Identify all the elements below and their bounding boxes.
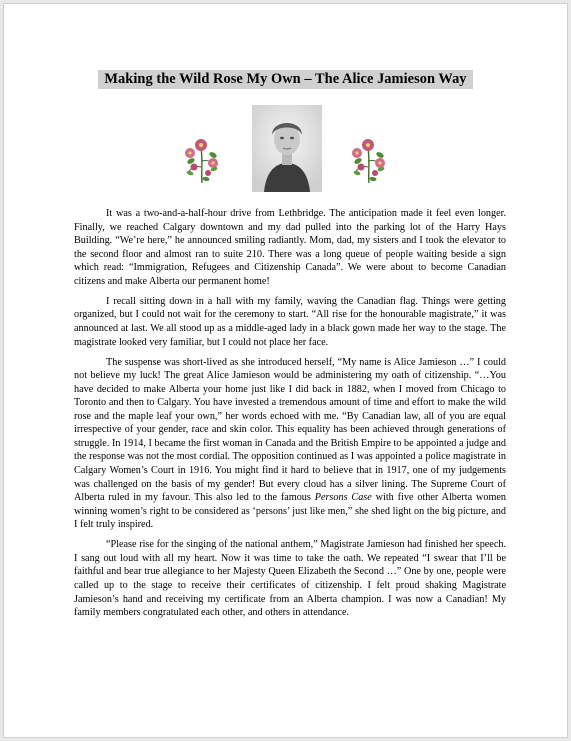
paragraph-2: I recall sitting down in a hall with my family, waving the Canadian flag. Things were getting organized, but I could not wait for the ceremony to start. “All rise for the honourable magistrate,” it was announced at last. We all stood up as a middle-aged lady in a black gown made her way to the stage. The magistrate looked very familiar, but I could not place her face. [74,295,506,348]
paragraph-1: It was a two-and-a-half-hour drive from Lethbridge. The anticipation made it feel even longer. Finally, we reached Calgary downtown and my dad pulled into the parking lot of the Harry Hays Building. “We’re here,” he announced smiling radiantly. Mom, dad, my sisters and I took the elevator to the second floor and almost ran to suite 210. There was a long queue of people waiting beside a sign which read: “Immigration, Refugees and Citizenship Canada”. We were about to become Canadian citizens and make Alberta our permanent home! [74,208,506,287]
paragraph-4: “Please rise for the singing of the national anthem,” Magistrate Jamieson had finished her speech. I sang out loud with all my heart. Now it was time to take the oath. We repeated “I swear that I’ll be faithful and bear true allegiance to her Majesty Queen Elizabeth the Second …” One by one, people were called up to the stage to receive their certificates of citizenship. I felt proud shaking Magistrate Jamieson’s hand and receiving my certificate from an Alberta champion. I was now a Canadian! My family members congratulated each other, and others in attendance. [74,539,506,619]
title-container [4,70,567,89]
persons-case-emphasis: Persons Case [314,492,372,504]
document-title: Making the Wild Rose My Own – The Alice Jamieson Way [98,70,472,89]
paragraph-3 [74,356,506,532]
wild-rose-icon [349,137,389,185]
document-page [3,3,568,738]
paragraph-3-text-before: The suspense was short-lived as she introduced herself, “My name is Alice Jamieson …” I could not believe my luck! The great Alice Jamieson would be administering my oath of citizenship. “…You have decided to make Alberta your home just like I did back in 1882, when I moved from Chicago to Toronto and then to Calgary. You have invested a tremendous amount of time and effort to make the wild rose and the maple leaf your own,” her words echoed with me. “By Canadian law, all of you are equal irrespective of your gender, race and skin color. This equality has been achieved through generations of struggle. In 1914, I became the first woman in Canada and the British Empire to be appointed a judge and the response was not the most cordial. The opposition continued as I was appointed a police magistrate in Calgary Women’s Court in 1916. You might find it hard to believe that in 1917, one of my judgements was challenged on the basis of my gender! But every cloud has a silver lining. The Supreme Court of Alberta ruled in my favour. This also led to the famous [74,356,506,504]
article-body [74,207,506,626]
wild-rose-icon [182,137,222,185]
paragraph-3-text-after: with five other Alberta women winning women’s right to be considered as ‘persons’ just like men,” she shed light on the big picture, and I felt truly inspired. [74,492,507,531]
portrait-image [252,105,322,192]
